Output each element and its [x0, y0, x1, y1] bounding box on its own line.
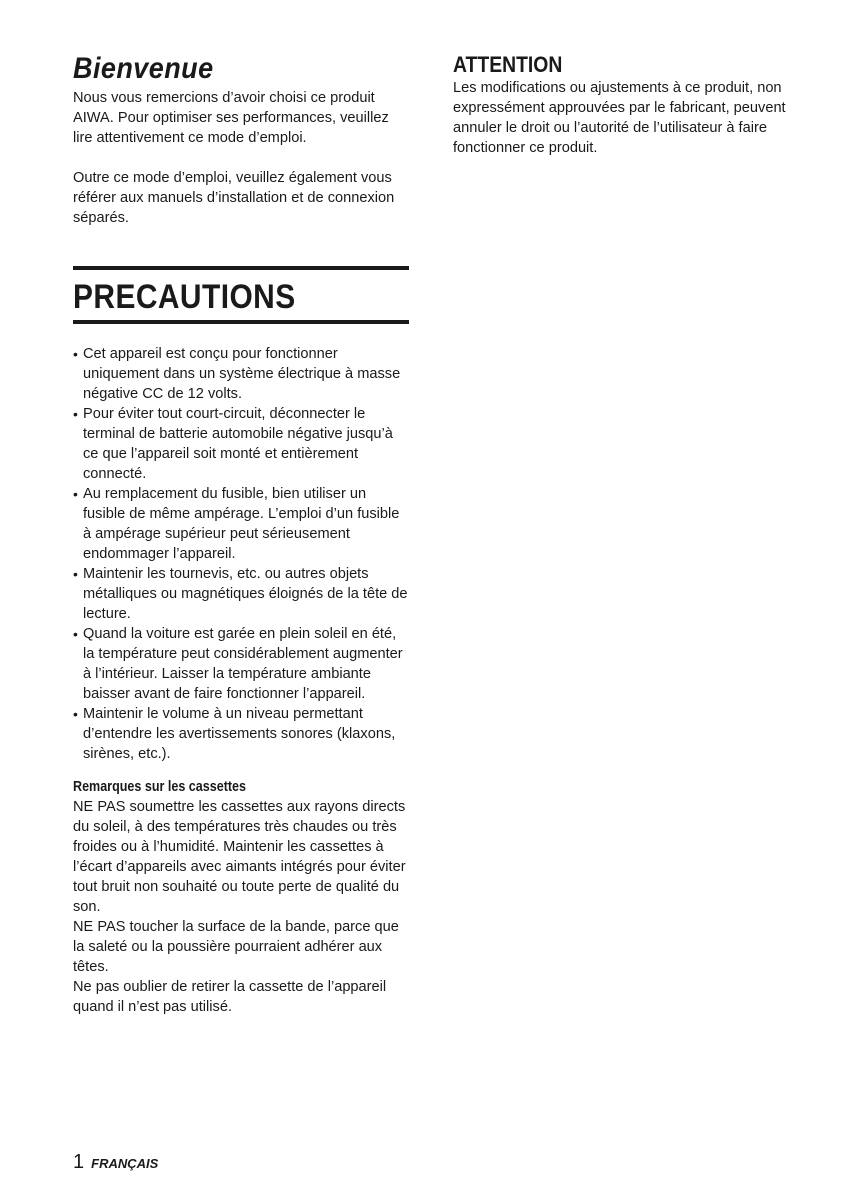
- list-item: [73, 404, 409, 484]
- page-footer: [73, 1150, 158, 1176]
- list-item-text: Au remplacement du fusible, bien utiliser un fusible de même ampérage. L’emploi d’un fusible à ampérage supérieur peut sérieusement endommager l’appareil.: [83, 486, 400, 562]
- welcome-title: Bienvenue: [73, 52, 214, 85]
- list-item: [73, 484, 409, 564]
- bullet-icon: •: [73, 486, 78, 502]
- bullet-icon: •: [73, 406, 78, 422]
- list-item-text: Quand la voiture est garée en plein soleil en été, la température peut considérablement augmenter à l’intérieur. Laisser la température ambiante baisser avant de faire fonctionner l’appareil.: [83, 626, 403, 702]
- list-item: [73, 624, 409, 704]
- precautions-title: PRECAUTIONS: [73, 278, 296, 316]
- welcome-paragraph-1: Nous vous remercions d’avoir choisi ce produit AIWA. Pour optimiser ses performances, veuillez lire attentivement ce mode d’emploi.: [73, 90, 389, 146]
- bullet-icon: •: [73, 706, 78, 722]
- list-item-text: Maintenir le volume à un niveau permettant d’entendre les avertissements sonores (klaxons, sirènes, etc.).: [83, 706, 396, 762]
- bullet-icon: •: [73, 566, 78, 582]
- precautions-top-rule: [73, 266, 409, 270]
- language-label: FRANÇAIS: [91, 1156, 159, 1171]
- page-number: 1: [73, 1151, 85, 1173]
- list-item: [73, 344, 409, 404]
- list-item: [73, 564, 409, 624]
- left-column: [73, 52, 409, 1017]
- remarks-paragraph-1: NE PAS soumettre les cassettes aux rayons directs du soleil, à des températures très chaudes ou très froides ou à l’humidité. Maintenir les cassettes à l’écart d’appareils avec aimants intégrés pour éviter tout bruit non souhaité ou toute perte de qualité du son.: [73, 799, 406, 915]
- attention-title: ATTENTION: [453, 52, 563, 77]
- remarks-paragraph-2: NE PAS toucher la surface de la bande, parce que la saleté ou la poussière pourraient adhérer aux têtes.: [73, 919, 399, 975]
- precautions-list: [73, 344, 409, 764]
- list-item-text: Cet appareil est conçu pour fonctionner uniquement dans un système électrique à masse négative CC de 12 volts.: [83, 346, 401, 402]
- list-item-text: Maintenir les tournevis, etc. ou autres objets métalliques ou magnétiques éloignés de la tête de lecture.: [83, 566, 408, 622]
- bullet-icon: •: [73, 626, 78, 642]
- attention-paragraph: Les modifications ou ajustements à ce produit, non expressément approuvées par le fabricant, peuvent annuler le droit ou l’autorité de l’utilisateur à faire fonctionner ce produit.: [453, 80, 786, 156]
- precautions-bottom-rule: [73, 320, 409, 324]
- list-item-text: Pour éviter tout court-circuit, déconnecter le terminal de batterie automobile négative jusqu’à ce que l’appareil soit monté et entièrement connecté.: [83, 406, 393, 482]
- remarks-paragraph-3: Ne pas oublier de retirer la cassette de l’appareil quand il n’est pas utilisé.: [73, 979, 387, 1015]
- welcome-paragraph-2: Outre ce mode d’emploi, veuillez également vous référer aux manuels d’installation et de connexion séparés.: [73, 170, 395, 226]
- right-column: [453, 52, 793, 158]
- remarks-title: Remarques sur les cassettes: [73, 779, 247, 795]
- bullet-icon: •: [73, 346, 78, 362]
- list-item: [73, 704, 409, 764]
